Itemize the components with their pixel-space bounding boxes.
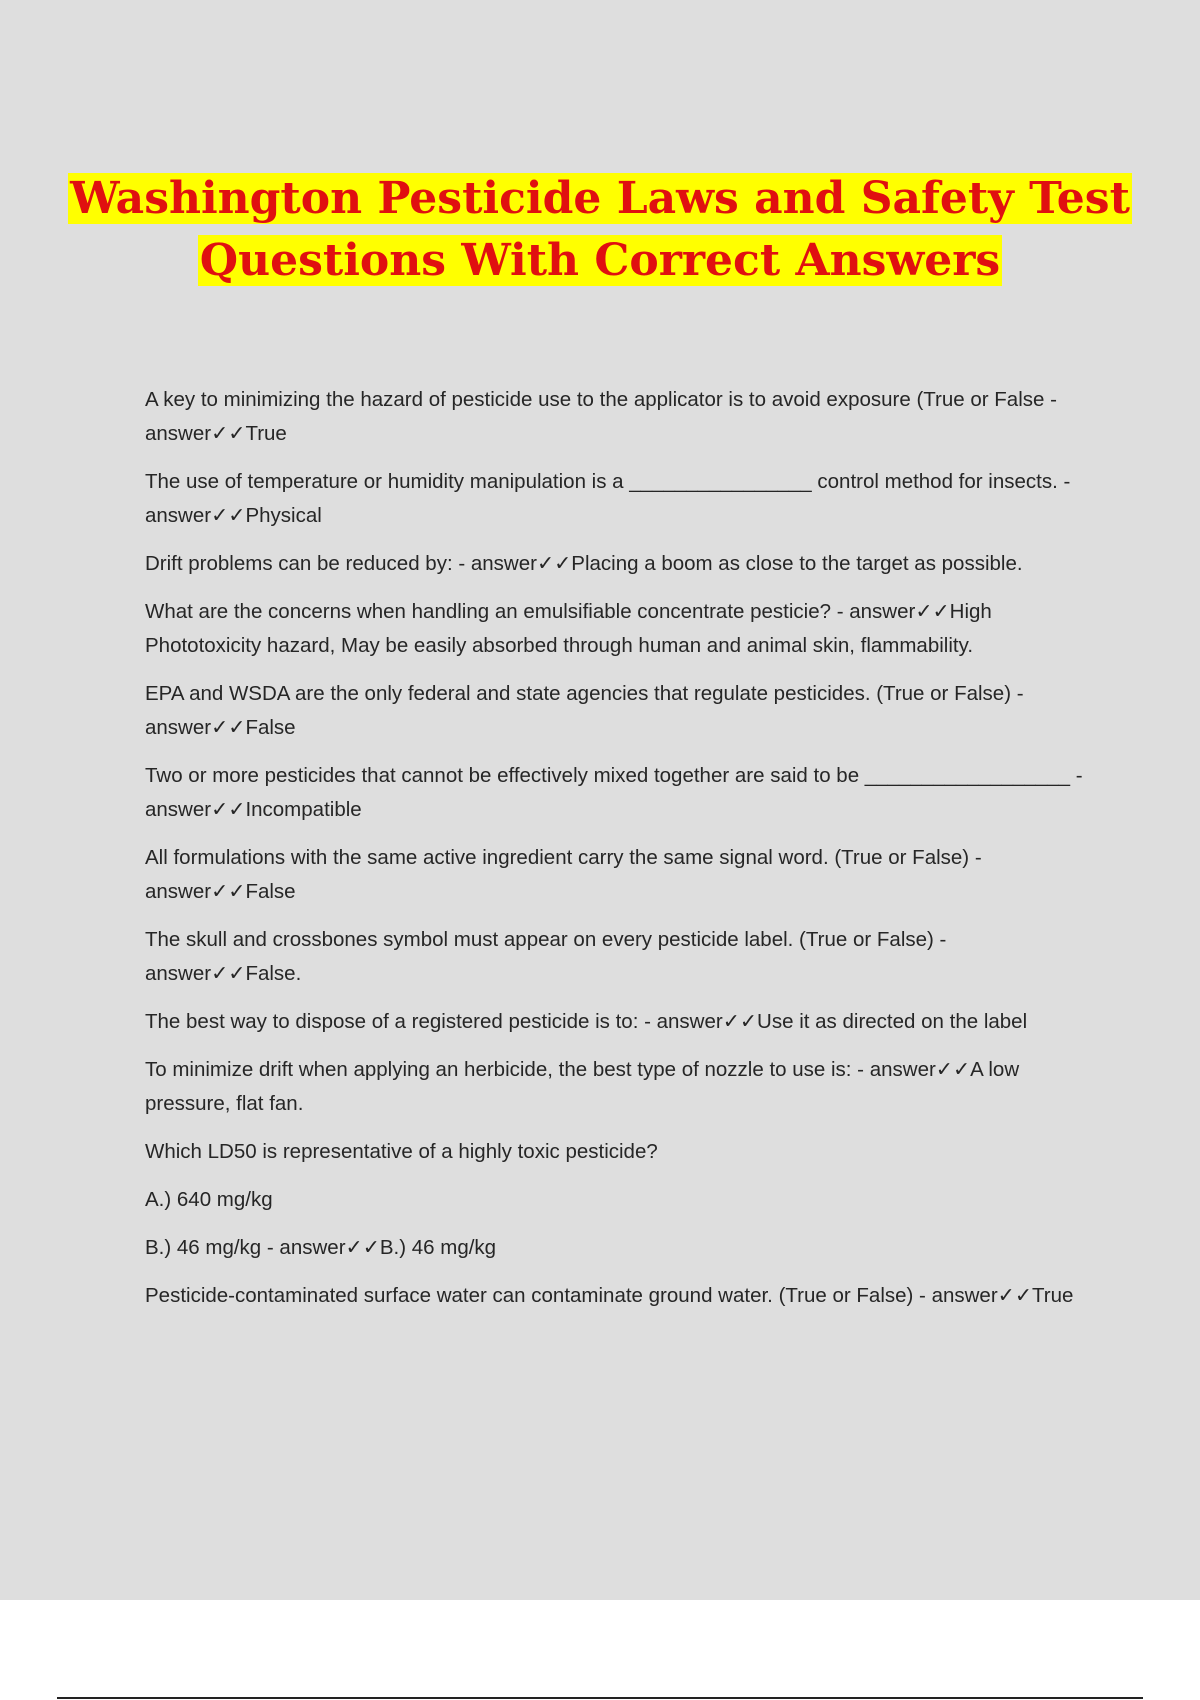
title-line-1: Washington Pesticide Laws and Safety Test	[70, 173, 1130, 224]
qa-item: B.) 46 mg/kg - answer✓✓B.) 46 mg/kg	[145, 1236, 497, 1259]
qa-item: What are the concerns when handling an emulsifiable concentrate pesticie? - answer✓✓High Phototoxicity hazard, May be easily absorbed through human and animal skin, flammability.	[145, 600, 992, 657]
qa-item: Drift problems can be reduced by: - answer✓✓Placing a boom as close to the target as possible.	[145, 552, 1023, 575]
qa-item: Which LD50 is representative of a highly toxic pesticide?	[145, 1140, 658, 1163]
qa-item: A key to minimizing the hazard of pesticide use to the applicator is to avoid exposure (True or False - answer✓✓True	[145, 388, 1057, 445]
qa-item: To minimize drift when applying an herbicide, the best type of nozzle to use is: - answer✓✓A low pressure, flat fan.	[145, 1058, 1020, 1115]
question-answer-list	[145, 383, 1095, 1327]
qa-item: Two or more pesticides that cannot be effectively mixed together are said to be __________________ - answer✓✓Incompatible	[145, 764, 1083, 821]
qa-item: All formulations with the same active ingredient carry the same signal word. (True or False) - answer✓✓False	[145, 846, 982, 903]
qa-item: The use of temperature or humidity manipulation is a ________________ control method for insects. - answer✓✓Physical	[145, 470, 1071, 527]
document-title	[0, 168, 1200, 292]
title-line-2: Questions With Correct Answers	[199, 235, 1001, 286]
qa-item: Pesticide-contaminated surface water can contaminate ground water. (True or False) - answer✓✓True	[145, 1284, 1074, 1307]
qa-item: The skull and crossbones symbol must appear on every pesticide label. (True or False) - answer✓✓False.	[145, 928, 947, 985]
qa-item: EPA and WSDA are the only federal and state agencies that regulate pesticides. (True or False) - answer✓✓False	[145, 682, 1024, 739]
qa-item: The best way to dispose of a registered pesticide is to: - answer✓✓Use it as directed on the label	[145, 1010, 1028, 1033]
qa-item: A.) 640 mg/kg	[145, 1188, 273, 1211]
footer-divider	[57, 1697, 1143, 1699]
